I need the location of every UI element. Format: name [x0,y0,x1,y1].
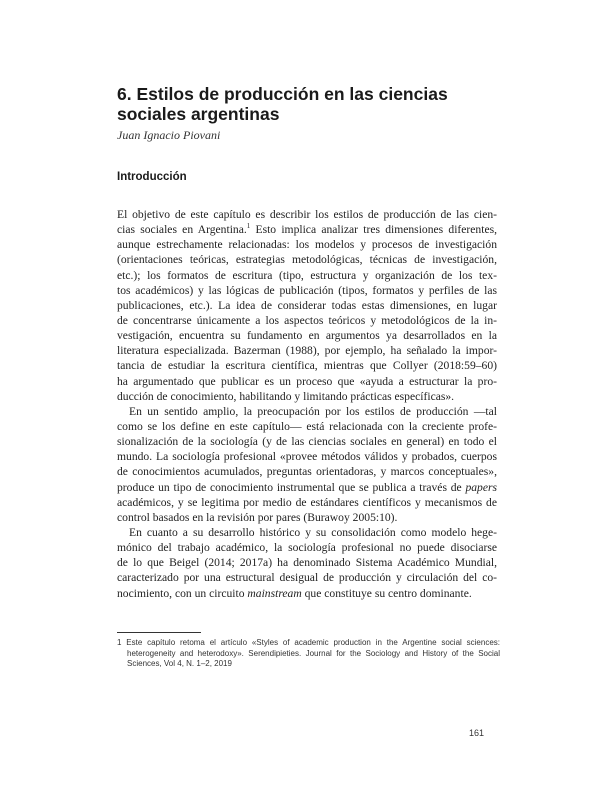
footnote-line: heterogeneity and heterodoxy». Serendipieties. Journal for the Sociology and History of the Social [127,648,500,658]
body-line [117,540,497,555]
line-text: En un sentido amplio, la preocupación por los estilos de producción —tal [129,404,497,418]
body-line [117,555,497,570]
body-line [117,480,497,495]
line-text: aunque estrechamente relacionadas: los modelos y procesos de investigación [117,238,497,252]
line-text: mónico del trabajo académico, la sociología profesional no puede disociarse [117,541,497,555]
section-heading: Introducción [117,171,187,183]
body-line [117,252,497,267]
body-line [117,343,497,358]
line-text: tancia de estudiar la escritura científica, mientras que Collyer (2018:59–60) [117,359,497,373]
line-text: Esto implica analizar tres dimensiones diferentes, [250,223,497,237]
emphasis: papers [465,480,497,494]
line-text: mundo. La sociología profesional «provee métodos válidos y probados, cuerpos [117,450,497,464]
body-line [117,510,497,525]
body-line [117,268,497,283]
line-text: de lo que Beigel (2014; 2017a) ha denominado Sistema Académico Mundial, [117,556,497,570]
chapter-title-line: 6. Estilos de producción en las ciencias [117,84,448,104]
line-text: vestigación, encuentra su fundamento en argumentos ya desarrollados en la [117,329,497,343]
footnote-divider [117,632,201,633]
body-line [117,328,497,343]
page-number: 161 [469,728,485,738]
body-line [117,237,497,252]
footnote-ref: 1 [246,222,251,231]
line-text: sionalización de la sociología (y de las ciencias sociales en general) en todo el [117,435,497,449]
line-text: como se los define en este capítulo— está relacionada con la creciente profe- [117,419,497,433]
footnote-line: Sciences, Vol 4, N. 1–2, 2019 [127,659,232,669]
line-text: de conocimientos acumulados, preguntas orientadoras, y marcos conceptuales», [117,465,497,479]
body-line [117,525,497,540]
chapter-title [117,84,517,124]
chapter-title-line: sociales argentinas [117,104,280,124]
body-line [117,389,497,404]
line-text: ducción de conocimiento, habilitando y limitando prácticas específicas». [117,389,455,403]
line-text: de concentrarse únicamente a los aspectos teóricos y metodológicos de la in- [117,313,497,327]
author: Juan Ignacio Piovani [117,128,221,142]
line-text: En cuanto a su desarrollo histórico y su consolidación como modelo hege- [129,525,497,539]
body-line [117,313,497,328]
body-line [117,374,497,389]
body-line [117,283,497,298]
body-line [117,464,497,479]
line-text: tos académicos) y las lógicas de publicación (tipos, formatos y perfiles de las [117,283,497,297]
body-text [117,207,497,601]
line-text: produce un tipo de conocimiento instrumental que se publica a través de [117,480,466,494]
emphasis: mainstream [247,586,302,600]
line-text: nocimiento, con un circuito [117,586,248,600]
body-line [117,434,497,449]
line-text: publicaciones, etc.). La idea de considerar todas estas dimensiones, en lugar [117,298,497,312]
body-line [117,586,497,601]
body-line [117,358,497,373]
line-text: cias sociales en Argentina. [117,223,247,237]
line-text: caracterizado por una estructural desigual de producción y circulación del co- [117,571,497,585]
body-line [117,449,497,464]
line-text: El objetivo de este capítulo es describir los estilos de producción de las cien- [117,208,497,221]
line-text: académicos, y se legitima por medio de estándares científicos y mecanismos de [117,495,497,509]
body-line [117,419,497,434]
footnote [117,638,500,670]
footnote-line: 1 Este capítulo retoma el artículo «Styles of academic production in the Argentine social sciences: [117,638,500,647]
body-line [117,495,497,510]
body-line [117,222,497,237]
line-text: literatura especializada. Bazerman (1988), por ejemplo, ha señalado la impor- [117,344,497,358]
body-line [117,298,497,313]
body-line [117,404,497,419]
body-line [117,570,497,585]
line-text: (orientaciones teóricas, estrategias metodológicas, técnicas de investigación, [117,253,497,267]
line-text: ha argumentado que publicar es un proceso que «ayuda a estructurar la pro- [117,374,497,388]
line-text: que constituye su centro dominante. [301,586,472,600]
line-text: etc.); los formatos de escritura (tipo, estructura y organización de los tex- [117,268,497,282]
body-line [117,207,497,222]
line-text: control basados en la revisión por pares (Burawoy 2005:10). [117,510,398,524]
